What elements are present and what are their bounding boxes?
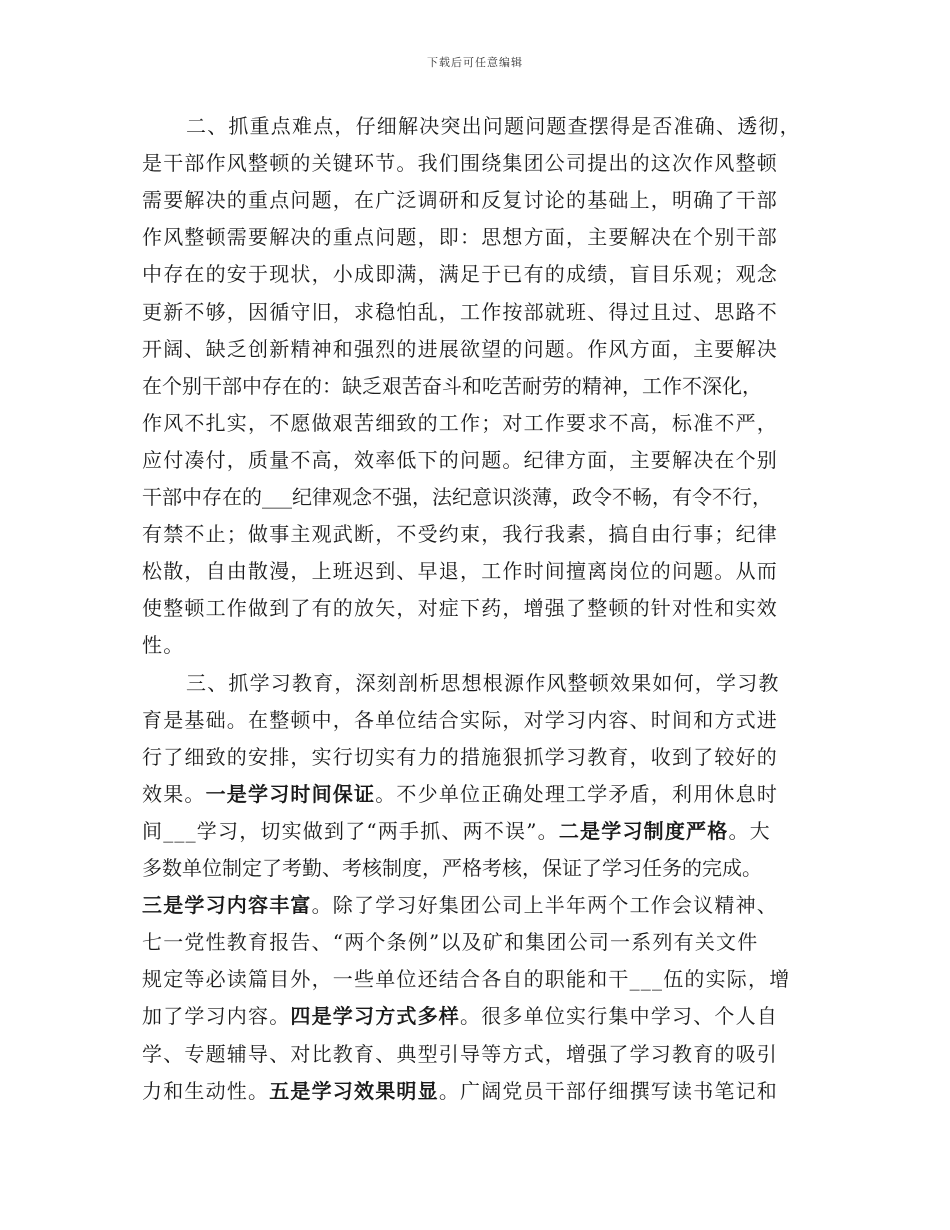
text-line	[142, 813, 771, 849]
text-line	[142, 1073, 778, 1109]
text-segment: 中存在的安于现状，小成即满，满足于已有的成绩，盲目乐观；观念	[142, 262, 778, 287]
page-header: 下载后可任意编辑	[427, 56, 523, 69]
text-line	[186, 665, 780, 701]
text-segment: 开阔、缺乏创新精神和强烈的进展欲望的问题。作风方面，主要解决	[142, 336, 778, 361]
text-segment: 。很多单位实行集中学习、个人自	[460, 1004, 779, 1029]
text-line	[142, 776, 778, 812]
text-segment: 松散，自由散漫，上班迟到、早退，工作时间擅离岗位的问题。从而	[142, 559, 778, 584]
text-line	[142, 256, 778, 292]
text-line	[142, 219, 778, 255]
text-segment: 在个别干部中存在的：缺乏艰苦奋斗和吃苦耐劳的精神，工作不深化，	[142, 373, 762, 398]
bold-phrase: 五是学习效果明显	[269, 1078, 439, 1103]
text-segment: 三、抓学习教育，深刻剖析思想根源作风整顿效果如何，学习教	[186, 670, 780, 695]
bold-phrase: 一是学习时间保证	[205, 781, 376, 806]
text-line	[142, 850, 762, 886]
text-segment: 有禁不止；做事主观武断，不受约束，我行我素，搞自由行事；纪律	[142, 522, 778, 547]
text-segment: 力和生动性。	[142, 1078, 270, 1103]
text-segment: 规定等必读篇目外，一些单位还结合各自的职能和干___伍的实际，增	[142, 967, 791, 992]
text-line	[186, 108, 801, 144]
text-segment: 应付凑付，质量不高，效率低下的问题。纪律方面，主要解决在个别	[142, 447, 778, 472]
text-segment: 二、抓重点难点，仔细解决突出问题问题查摆得是否准确、透彻，	[186, 114, 801, 138]
text-segment: 。大	[728, 818, 771, 843]
text-line	[142, 405, 778, 441]
text-line	[142, 924, 758, 960]
text-segment: 需要解决的重点问题，在广泛调研和反复讨论的基础上，明确了干部	[142, 188, 778, 213]
text-line	[142, 998, 778, 1034]
bold-phrase: 二是学习制度严格	[558, 818, 729, 843]
text-segment: 育是基础。在整顿中，各单位结合实际，对学习内容、时间和方式进	[142, 707, 778, 732]
text-segment: 多数单位制定了考勤、考核制度，严格考核，保证了学习任务的完成。	[142, 856, 762, 880]
text-segment: 是干部作风整顿的关键环节。我们围绕集团公司提出的这次作风整顿	[142, 151, 778, 176]
text-line	[142, 1036, 778, 1072]
text-segment: 。不少单位正确处理工学矛盾，利用休息时	[375, 781, 779, 806]
text-line	[142, 479, 772, 515]
text-line	[142, 961, 790, 997]
text-segment: 作风整顿需要解决的重点问题，即：思想方面，主要解决在个别干部	[142, 225, 778, 250]
text-line	[142, 553, 778, 589]
bold-phrase: 三是学习内容丰富	[142, 893, 312, 918]
text-line	[142, 702, 778, 738]
text-line	[142, 627, 184, 663]
text-segment: 七一党性教育报告、“两个条例”以及矿和集团公司一系列有关文件	[142, 930, 759, 955]
text-segment: 干部中存在的___纪律观念不强，法纪意识淡薄，政令不畅，有令不行，	[142, 485, 772, 509]
text-line	[142, 182, 778, 218]
text-line	[142, 294, 778, 330]
text-segment: 学、专题辅导、对比教育、典型引导等方式，增强了学习教育的吸引	[142, 1041, 778, 1066]
text-line	[142, 739, 778, 775]
text-segment: 效果。	[142, 781, 206, 806]
text-line	[142, 145, 778, 181]
text-segment: 更新不够，因循守旧，求稳怕乱，工作按部就班、得过且过、思路不	[142, 299, 778, 324]
text-line	[142, 590, 778, 626]
text-segment: 间___学习，切实做到了“两手抓、两不误”。	[142, 818, 559, 843]
text-line	[142, 887, 778, 923]
text-segment: 加了学习内容。	[142, 1004, 291, 1029]
text-segment: 。广阔党员干部仔细撰写读书笔记和	[438, 1078, 779, 1103]
text-segment: 使整顿工作做到了有的放矢，对症下药，增强了整顿的针对性和实效	[142, 596, 778, 621]
text-segment: 行了细致的安排，实行切实有力的措施狠抓学习教育，收到了较好的	[142, 744, 778, 769]
text-segment: 。除了学习好集团公司上半年两个工作会议精神、	[311, 893, 779, 918]
text-line	[142, 442, 778, 478]
text-segment: 作风不扎实，不愿做艰苦细致的工作；对工作要求不高，标准不严，	[142, 410, 778, 435]
bold-phrase: 四是学习方式多样	[290, 1004, 461, 1029]
text-segment: 性。	[142, 633, 185, 658]
text-line	[142, 331, 778, 367]
text-line	[142, 516, 778, 552]
text-line	[142, 368, 762, 404]
